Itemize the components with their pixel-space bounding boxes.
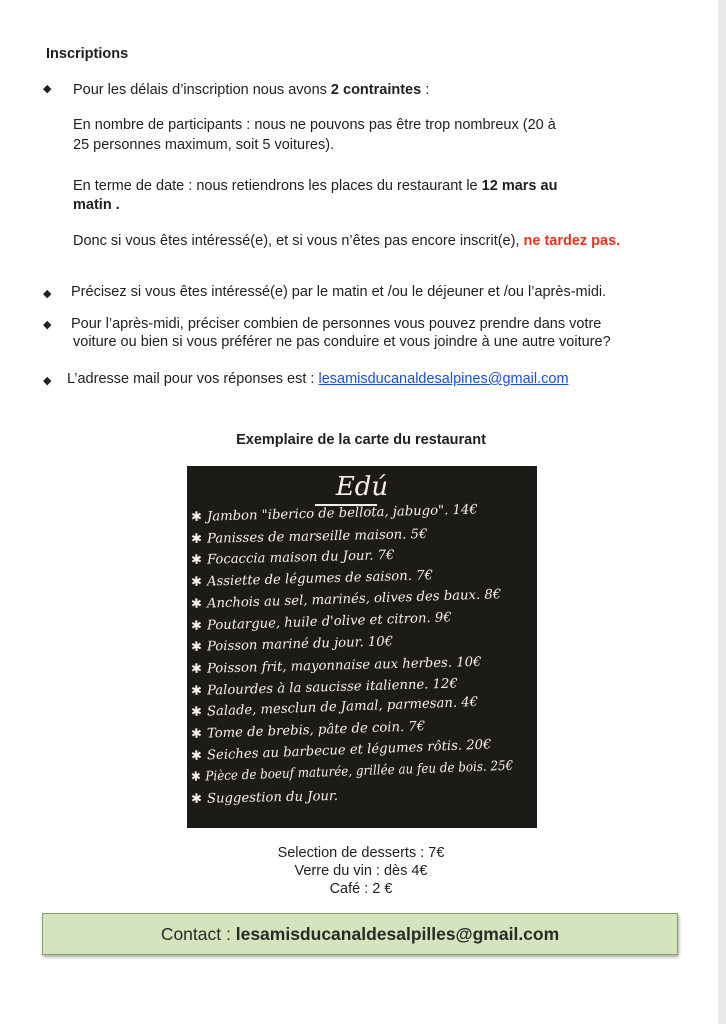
bullet-diamond-icon: ◆ <box>43 375 52 387</box>
menu-item <box>191 548 395 568</box>
menu-item <box>191 695 479 720</box>
contact-box <box>42 913 678 955</box>
menu-item-text: Seiches au barbecue et légumes rôtis. 20€ <box>206 737 492 764</box>
menu-board-image <box>187 466 537 828</box>
menu-star-icon: ✱ <box>190 639 203 656</box>
menu-star-icon: ✱ <box>190 748 203 764</box>
menu-item <box>191 676 458 698</box>
menu-item <box>191 719 426 742</box>
afternoon-line1: Pour l’après-midi, préciser combien de personnes vous pouvez prendre dans votre <box>71 316 602 332</box>
menu-item-text: Jambon "iberico de bellota, jabugo". 14€ <box>206 502 478 525</box>
constraints-intro: Pour les délais d’inscription nous avons 2 contraintes : <box>73 82 430 98</box>
menu-star-icon: ✱ <box>190 596 203 612</box>
menu-star-icon: ✱ <box>190 683 203 699</box>
menu-item <box>191 635 393 656</box>
menu-item <box>191 655 482 677</box>
menu-item-text: Tome de brebis, pâte de coin. 7€ <box>206 719 426 742</box>
menu-star-icon: ✱ <box>190 770 202 786</box>
menu-item <box>191 737 492 764</box>
menu-star-icon: ✱ <box>190 618 203 634</box>
contact-email[interactable]: lesamisducanaldesalpilles@gmail.com <box>235 924 560 944</box>
contact-label: Contact : <box>160 924 236 944</box>
dont-delay-text: ne tardez pas. <box>523 233 621 249</box>
participants-line1: En nombre de participants : nous ne pouvons pas être trop nombreux (20 à <box>73 117 556 133</box>
menu-item <box>191 759 514 785</box>
menu-item-text: Anchois au sel, marinés, olives des baux. 8€ <box>206 587 502 612</box>
menu-star-icon: ✱ <box>190 531 203 547</box>
menu-title: Edú <box>335 472 389 502</box>
menu-star-icon: ✱ <box>190 574 203 591</box>
menu-item-text: Suggestion du Jour. <box>206 789 339 807</box>
menu-star-icon: ✱ <box>190 661 203 677</box>
afternoon-line2: voiture ou bien si vous préférer ne pas conduire et vous joindre à une autre voiture? <box>73 334 611 350</box>
bullet-diamond-icon: ◆ <box>43 288 52 300</box>
date-line2: matin . <box>73 197 120 213</box>
section-heading: Inscriptions <box>46 46 129 62</box>
bullet-diamond-icon: ◆ <box>43 83 52 95</box>
menu-item <box>191 568 433 590</box>
menu-star-icon: ✱ <box>190 553 203 569</box>
menu-item-text: Pièce de boeuf maturée, grillée au feu de bois. 25€ <box>205 759 514 785</box>
date-line1: En terme de date : nous retiendrons les places du restaurant le 12 mars au <box>73 178 558 194</box>
menu-star-icon: ✱ <box>190 791 203 808</box>
menu-item <box>191 587 502 612</box>
menu-item <box>191 502 478 525</box>
participants-line2: 25 personnes maximum, soit 5 voitures). <box>73 137 335 153</box>
reply-email-link[interactable]: lesamisducanaldesalpines@gmail.com <box>318 371 569 387</box>
wine-price: Verre du vin : dès 4€ <box>294 863 428 879</box>
menu-star-icon: ✱ <box>190 509 203 525</box>
menu-item-text: Poisson mariné du jour. 10€ <box>206 634 394 655</box>
reminder-line: Donc si vous êtes intéressé(e), et si vous n’êtes pas encore inscrit(e), ne tardez pas. <box>73 233 621 249</box>
menu-item-text: Focaccia maison du Jour. 7€ <box>206 548 395 568</box>
desserts-price: Selection de desserts : 7€ <box>277 845 445 861</box>
menu-item <box>191 610 452 634</box>
menu-item-text: Poutargue, huile d'olive et citron. 9€ <box>206 609 452 633</box>
email-line: L’adresse mail pour vos réponses est : lesamisducanaldesalpines@gmail.com <box>67 371 569 387</box>
menu-item <box>191 527 428 547</box>
menu-item-text: Assiette de légumes de saison. 7€ <box>206 568 434 590</box>
menu-item-text: Palourdes à la saucisse italienne. 12€ <box>206 676 458 699</box>
menu-item <box>191 789 338 807</box>
bullet-diamond-icon: ◆ <box>43 319 52 331</box>
menu-item-text: Panisses de marseille maison. 5€ <box>206 526 428 547</box>
menu-star-icon: ✱ <box>190 704 203 721</box>
menu-item-text: Poisson frit, mayonnaise aux herbes. 10€ <box>206 654 482 677</box>
menu-star-icon: ✱ <box>190 726 203 742</box>
menu-caption: Exemplaire de la carte du restaurant <box>236 432 486 448</box>
interest-bullet: Précisez si vous êtes intéressé(e) par le matin et /ou le déjeuner et /ou l’après-midi. <box>71 284 607 300</box>
menu-item-text: Salade, mesclun de Jamal, parmesan. 4€ <box>206 695 479 720</box>
coffee-price: Café : 2 € <box>329 881 393 897</box>
